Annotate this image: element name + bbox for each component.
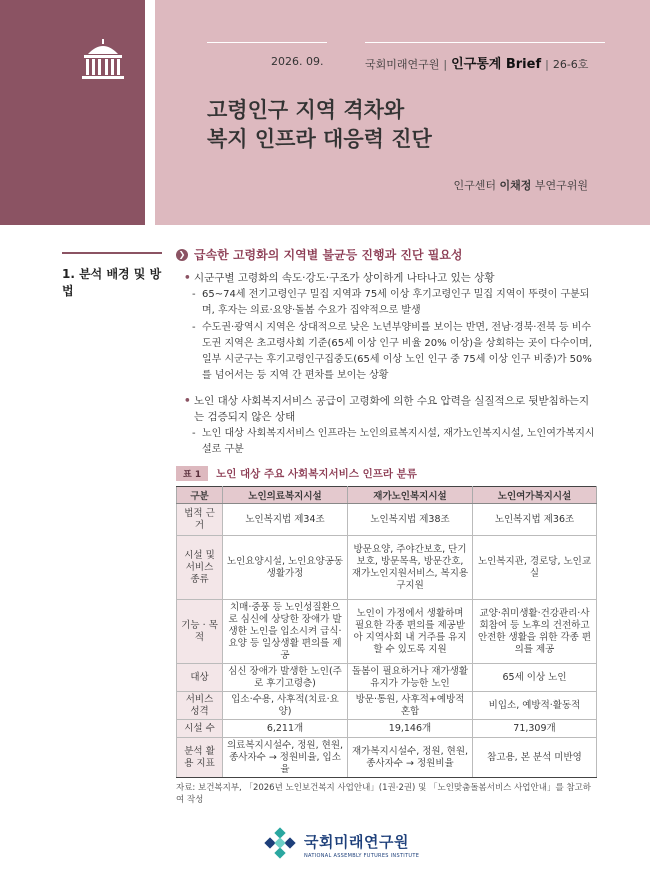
bullet-text: 노인 대상 사회복지서비스 공급이 고령화에 의한 수요 압력을 실질적으로 뒷받침하는지는 검증되지 않은 상태 (194, 395, 590, 423)
table-cell: 비입소, 예방적·활동적 (473, 692, 597, 720)
table-cell: 6,211개 (223, 720, 348, 738)
separator: | (443, 58, 448, 71)
bullet-text: 시군구별 고령화의 속도·강도·구조가 상이하게 나타나고 있는 상황 (194, 272, 495, 284)
row-header: 서비스 성격 (177, 692, 223, 720)
footer-logo (262, 827, 419, 863)
table-tag: 표 1 (176, 466, 208, 481)
table-cell: 돌봄이 필요하거나 재가생활 유지가 가능한 노인 (348, 664, 473, 692)
logo-text (304, 831, 419, 859)
header-rule-right (365, 42, 605, 43)
bullet-dot-icon: • (184, 395, 191, 407)
author-dept: 인구센터 (453, 179, 496, 192)
series-name: 인구통계 Brief (451, 57, 542, 72)
author-name: 이채정 (499, 179, 532, 192)
table-cell: 노인요양시설, 노인요양공동생활가정 (223, 536, 348, 600)
nafi-logo-icon (262, 827, 298, 863)
sub-bullet-item (176, 320, 596, 384)
table-cell: 노인복지법 제34조 (223, 504, 348, 536)
table-cell: 심신 장애가 발생한 노인(주로 후기고령층) (223, 664, 348, 692)
main-content (176, 246, 596, 805)
bullet-item (176, 270, 596, 286)
table-cell: 노인복지법 제38조 (348, 504, 473, 536)
table-cell: 입소·수용, 사후적(치료·요양) (223, 692, 348, 720)
column-header: 노인여가복지시설 (473, 487, 597, 504)
table-cell: 방문요양, 주야간보호, 단기보호, 방문목욕, 방문간호, 재가노인지원서비스, 복지용구지원 (348, 536, 473, 600)
org-name: 국회미래연구원 (365, 58, 440, 71)
table-cell: 71,309개 (473, 720, 597, 738)
table-row (177, 536, 597, 600)
title-line-2: 복지 인프라 대응력 진단 (207, 127, 432, 151)
table-row (177, 664, 597, 692)
table-row (177, 720, 597, 738)
logo-korean: 국회미래연구원 (304, 833, 409, 851)
row-header: 법적 근거 (177, 504, 223, 536)
sub-bullet-item (176, 287, 596, 319)
page-title (207, 96, 432, 154)
series-line (365, 53, 588, 72)
table-cell: 노인복지관, 경로당, 노인교실 (473, 536, 597, 600)
table-cell: 의료복지시설수, 정원, 현원, 종사자수 → 정원비율, 입소율 (223, 738, 348, 778)
table-cell: 19,146개 (348, 720, 473, 738)
table-caption-text: 노인 대상 주요 사회복지서비스 인프라 분류 (216, 468, 417, 480)
sub-bullet-item (176, 426, 596, 458)
subheading (176, 246, 596, 263)
table-row (177, 692, 597, 720)
title-line-1: 고령인구 지역 격차와 (207, 98, 405, 122)
table-header-row (177, 487, 597, 504)
column-header: 노인의료복지시설 (223, 487, 348, 504)
header-left-panel (0, 0, 145, 225)
subheading-text: 급속한 고령화의 지역별 불균등 진행과 진단 필요성 (194, 248, 463, 262)
sub-bullet-text: 65~74세 전기고령인구 밀집 지역과 75세 이상 후기고령인구 밀집 지역이 뚜렷이 구분되며, 후자는 의료·요양·돌봄 수요가 집약적으로 발생 (202, 289, 590, 316)
table-source-note: 자료: 보건복지부, 「2026년 노인보건복지 사업안내」(1권·2권) 및 「노인맞춤돌봄서비스 사업안내」를 참고하여 작성 (176, 783, 591, 805)
table-row (177, 600, 597, 664)
row-header: 분석 활용 지표 (177, 738, 223, 778)
issue-number: 26-6호 (552, 58, 589, 71)
sub-bullet-text: 수도권·광역시 지역은 상대적으로 낮은 노년부양비를 보이는 반면, 전남·경북·전북 등 비수도권 지역은 초고령사회 기준(65세 이상 인구 비율 20% 이상)을 상회하는 곳이 다수이며, 일부 시군구는 후기고령인구집중도(65세 이상 노인 인구 중 75세 이상 인구 비중)가 50%를 넘어서는 등 지역 간 편차를 보이는 상황 (202, 322, 593, 381)
section-rule (62, 252, 162, 254)
chevron-right-icon: ❯ (176, 249, 188, 261)
row-header: 기능 · 목적 (177, 600, 223, 664)
infrastructure-table (176, 486, 597, 778)
author-title: 부연구위원 (534, 179, 588, 192)
logo-english: NATIONAL ASSEMBLY FUTURES INSTITUTE (304, 853, 420, 859)
table-cell: 재가복지시설수, 정원, 현원, 종사자수 → 정원비율 (348, 738, 473, 778)
dash-icon: - (192, 322, 196, 333)
dash-icon: - (192, 428, 196, 439)
table-cell: 노인이 가정에서 생활하며 필요한 각종 편의를 제공받아 지역사회 내 거주를 유지할 수 있도록 지원 (348, 600, 473, 664)
row-header: 시설 및 서비스 종류 (177, 536, 223, 600)
table-cell: 노인복지법 제36조 (473, 504, 597, 536)
row-header: 대상 (177, 664, 223, 692)
bullet-item (176, 393, 596, 425)
sub-bullet-text: 노인 대상 사회복지서비스 인프라는 노인의료복지시설, 재가노인복지시설, 노인여가복지시설로 구분 (202, 428, 595, 455)
table-cell: 65세 이상 노인 (473, 664, 597, 692)
header-rule-left (207, 42, 327, 43)
table-row (177, 504, 597, 536)
table-row (177, 738, 597, 778)
table-cell: 참고용, 본 분석 미반영 (473, 738, 597, 778)
national-assembly-building-icon (78, 36, 128, 86)
bullet-dot-icon: • (184, 272, 191, 284)
table-cell: 방문·통원, 사후적+예방적 혼합 (348, 692, 473, 720)
column-header: 구분 (177, 487, 223, 504)
column-header: 재가노인복지시설 (348, 487, 473, 504)
dash-icon: - (192, 289, 196, 300)
section-label: 1. 분석 배경 및 방법 (62, 267, 162, 298)
table-cell: 교양·취미생활·건강관리·사회참여 등 노후의 건전하고 안전한 생활을 위한 각종 편의를 제공 (473, 600, 597, 664)
publication-date: 2026. 09. (271, 55, 324, 68)
author-line (453, 177, 588, 193)
table-caption (176, 466, 596, 481)
table-cell: 치매·중풍 등 노인성질환으로 심신에 상당한 장애가 발생한 노인을 입소시켜 급식·요양 등 일상생활 편의를 제공 (223, 600, 348, 664)
separator: | (545, 58, 549, 71)
row-header: 시설 수 (177, 720, 223, 738)
